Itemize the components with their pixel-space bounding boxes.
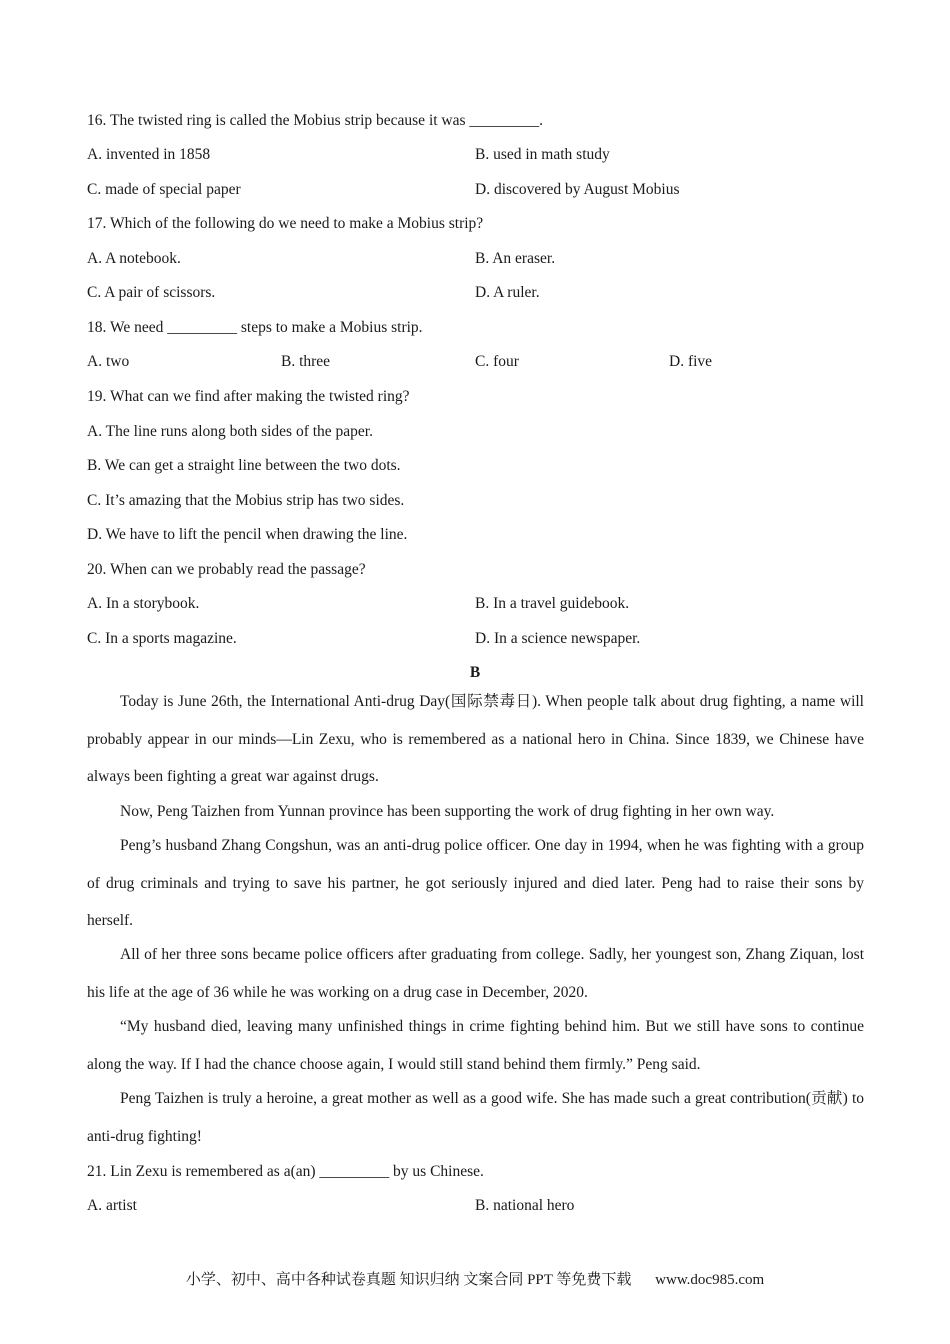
question-20-stem: 20. When can we probably read the passage? bbox=[87, 561, 366, 578]
footer-text: 小学、初中、高中各种试卷真题 知识归纳 文案合同 PPT 等免费下载 bbox=[185, 1272, 632, 1288]
footer-url[interactable]: www.doc985.com bbox=[655, 1272, 765, 1288]
q20-option-d: D. In a science newspaper. bbox=[475, 630, 641, 647]
q19-option-b: B. We can get a straight line between the two dots. bbox=[87, 457, 401, 474]
q19-option-a: A. The line runs along both sides of the paper. bbox=[87, 423, 373, 440]
q18-option-c: C. four bbox=[475, 353, 519, 370]
q17-option-d: D. A ruler. bbox=[475, 284, 540, 301]
q16-option-b: B. used in math study bbox=[475, 146, 610, 163]
q21-option-a: A. artist bbox=[87, 1197, 137, 1214]
q20-option-b: B. In a travel guidebook. bbox=[475, 595, 630, 612]
q17-option-a: A. A notebook. bbox=[87, 250, 181, 267]
q20-option-c: C. In a sports magazine. bbox=[87, 630, 237, 647]
q18-option-b: B. three bbox=[281, 353, 331, 370]
section-b-heading: B bbox=[469, 664, 481, 681]
q16-option-a: A. invented in 1858 bbox=[87, 146, 211, 163]
question-21-stem: 21. Lin Zexu is remembered as a(an) _________ by us Chinese. bbox=[87, 1163, 484, 1180]
passage-paragraph-2: Now, Peng Taizhen from Yunnan province has been supporting the work of drug fighting in her own way. bbox=[120, 803, 775, 820]
question-19-stem: 19. What can we find after making the twisted ring? bbox=[87, 388, 410, 405]
question-18-stem: 18. We need _________ steps to make a Mobius strip. bbox=[87, 319, 423, 336]
q17-option-b: B. An eraser. bbox=[475, 250, 556, 267]
page-footer bbox=[0, 1270, 950, 1290]
passage-paragraph-1: Today is June 26th, the International Anti-drug Day(国际禁毒日). When people talk about drug fighting, a name will probably appear in our minds—Lin Zexu, who is remembered as a national hero in China. Since 1839, we Chinese have always been fighting a great war against drugs. bbox=[87, 693, 864, 785]
q16-option-c: C. made of special paper bbox=[87, 181, 241, 198]
passage-paragraph-5: “My husband died, leaving many unfinished things in crime fighting behind him. But we still have sons to continue along the way. If I had the chance choose again, I would still stand behind them firmly.” Peng said. bbox=[87, 1018, 864, 1073]
q17-option-c: C. A pair of scissors. bbox=[87, 284, 216, 301]
passage-paragraph-4: All of her three sons became police officers after graduating from college. Sadly, her youngest son, Zhang Ziquan, lost his life at the age of 36 while he was working on a drug case in December, 2020. bbox=[87, 946, 864, 1001]
q21-option-b: B. national hero bbox=[475, 1197, 575, 1214]
passage-paragraph-3: Peng’s husband Zhang Congshun, was an anti-drug police officer. One day in 1994, when he was fighting with a group of drug criminals and trying to save his partner, he got seriously injured and died later. Peng had to raise their sons by herself. bbox=[87, 837, 864, 929]
q19-option-c: C. It’s amazing that the Mobius strip has two sides. bbox=[87, 492, 405, 509]
q16-option-d: D. discovered by August Mobius bbox=[475, 181, 680, 198]
q20-option-a: A. In a storybook. bbox=[87, 595, 200, 612]
q18-option-a: A. two bbox=[87, 353, 130, 370]
question-17-stem: 17. Which of the following do we need to make a Mobius strip? bbox=[87, 215, 484, 232]
question-16-stem: 16. The twisted ring is called the Mobius strip because it was _________. bbox=[87, 112, 544, 129]
passage-paragraph-6: Peng Taizhen is truly a heroine, a great mother as well as a good wife. She has made such a great contribution(贡献) to anti-drug fighting! bbox=[87, 1090, 864, 1145]
q18-option-d: D. five bbox=[669, 353, 713, 370]
q19-option-d: D. We have to lift the pencil when drawing the line. bbox=[87, 526, 408, 543]
